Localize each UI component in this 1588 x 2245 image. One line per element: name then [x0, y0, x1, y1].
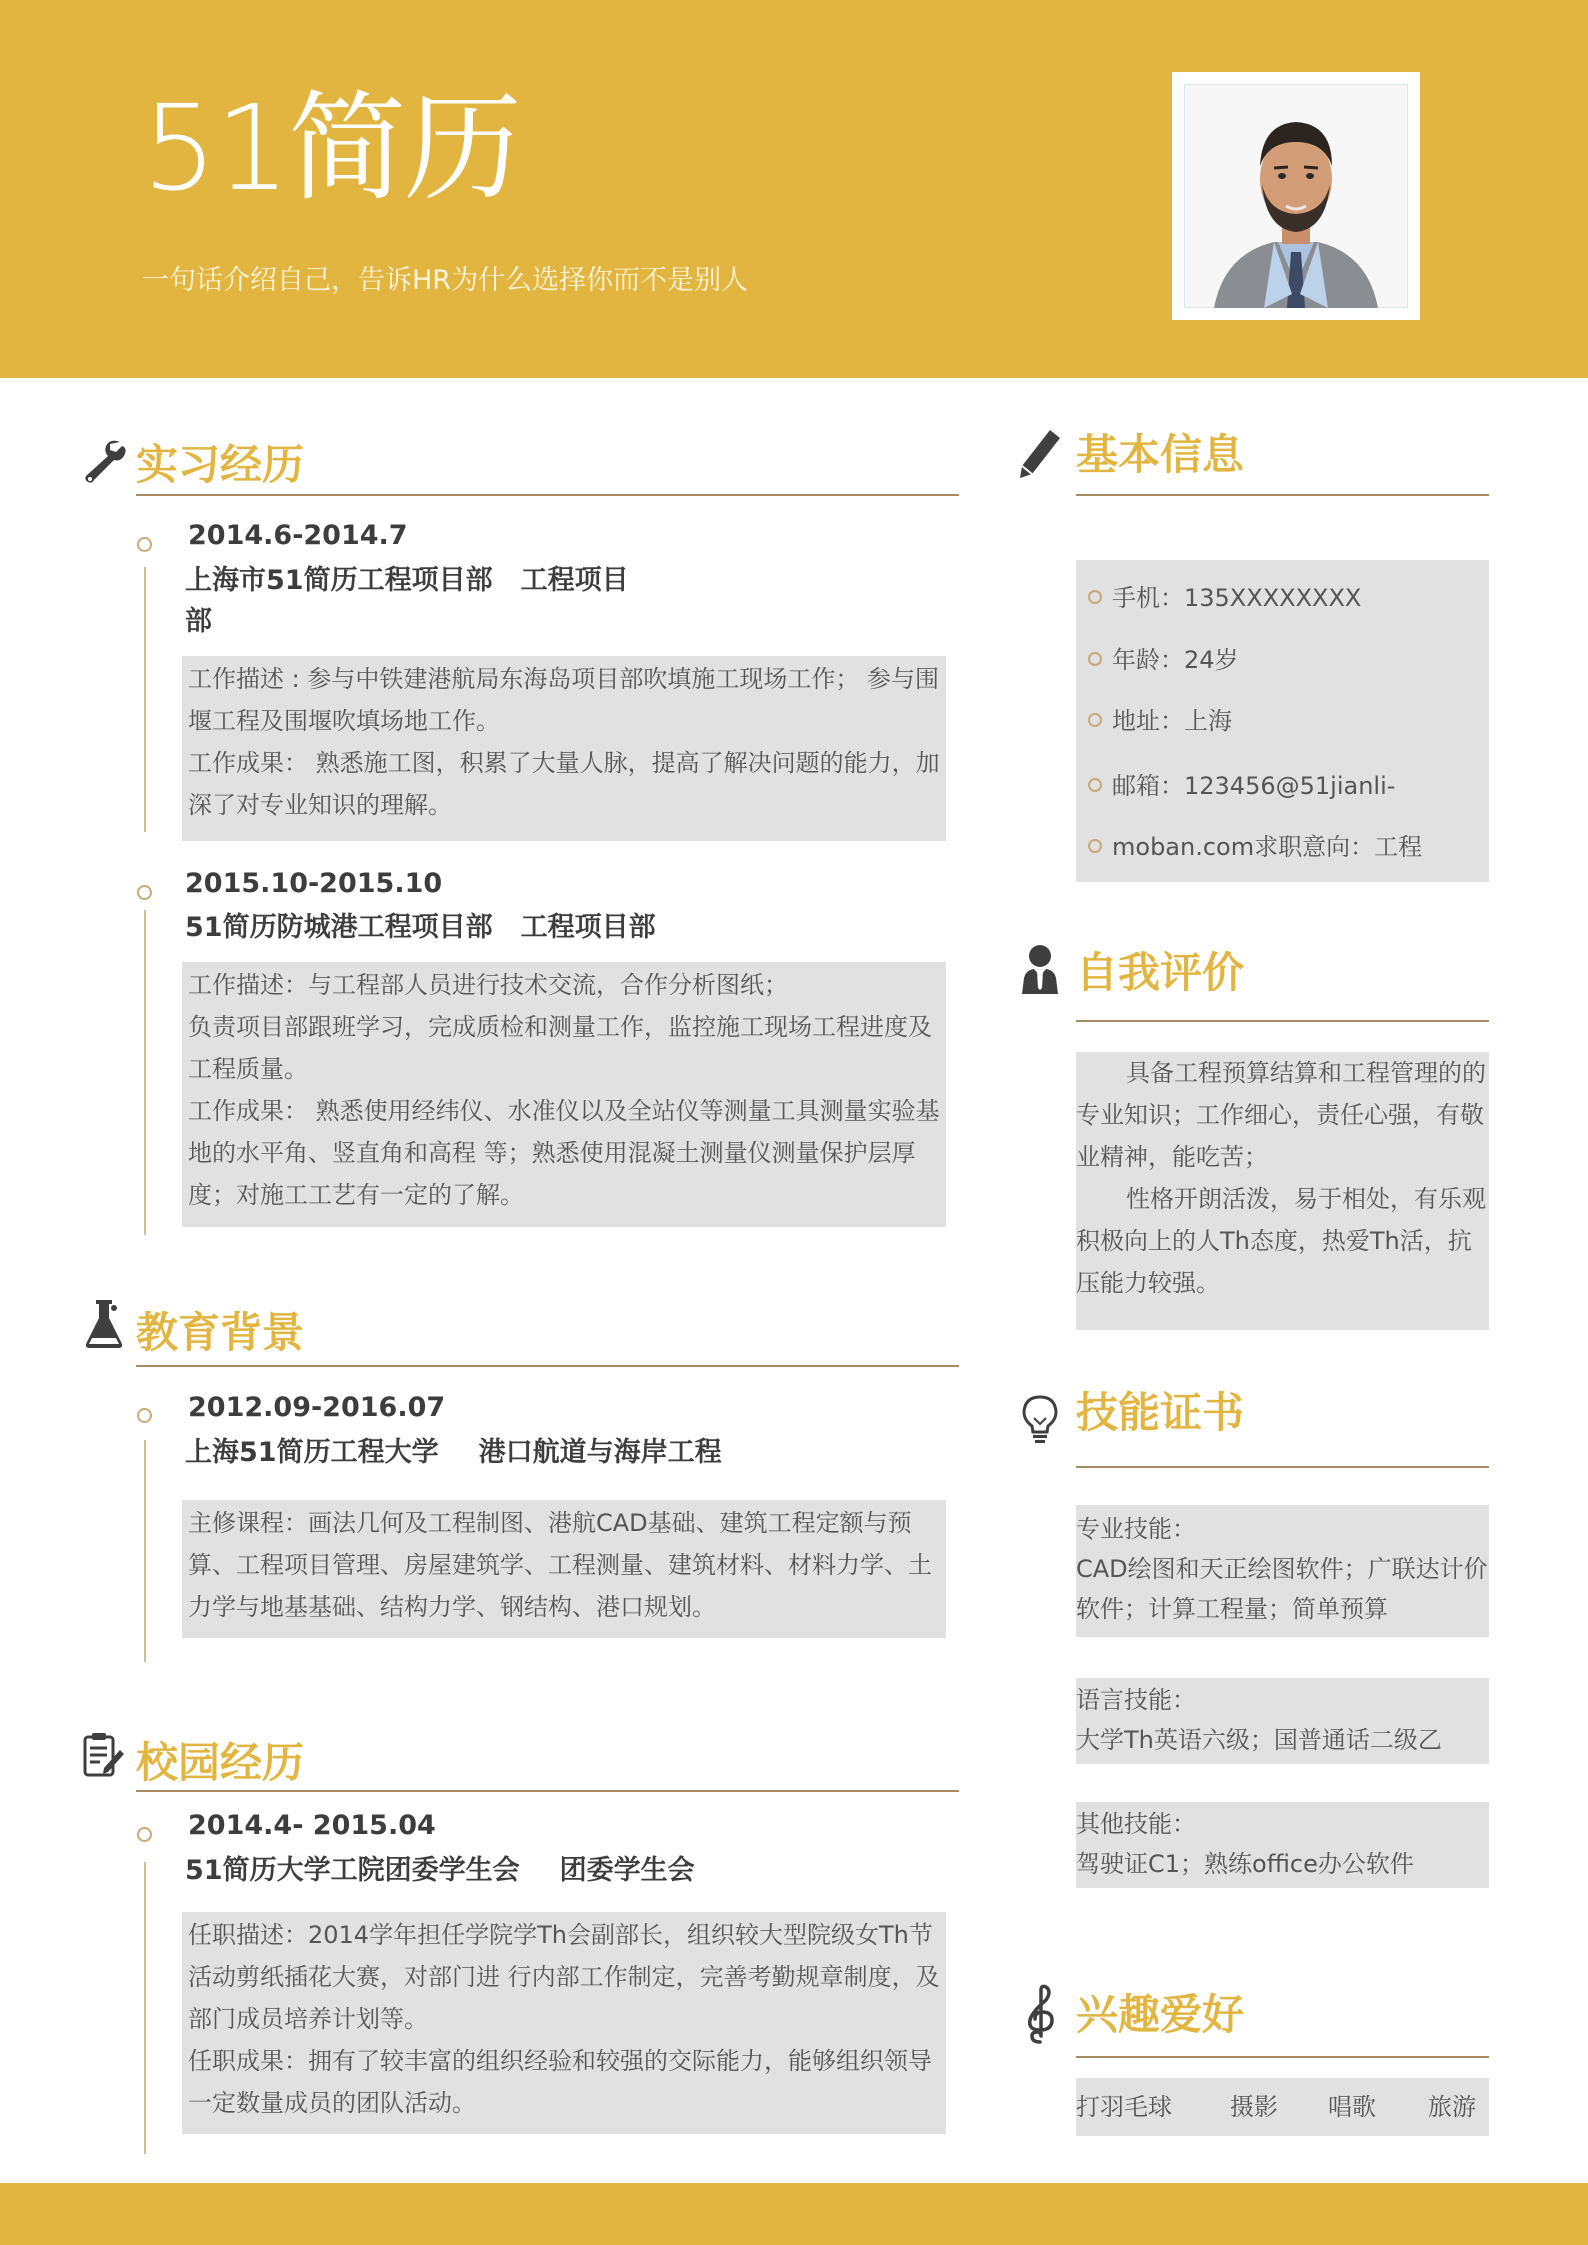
entry-org-name: 上海51简历工程大学 [185, 1437, 439, 1468]
description-line: 工作成果： 熟悉使用经纬仪、水准仪以及全站仪等测量工具测量实验基地的水平角、竖直角和高程 等；熟悉使用混凝土测量仪测量保护层厚度；对施工工艺有一定的了解。 [188, 1097, 940, 1209]
entry-date: 2012.09-2016.07 [188, 1392, 446, 1423]
section-rule [1076, 2056, 1489, 2058]
treble-clef-icon [1022, 1984, 1058, 2048]
pencil-icon [1018, 428, 1062, 484]
section-rule [1076, 1020, 1489, 1022]
lightbulb-icon [1020, 1394, 1060, 1450]
entry-description [182, 962, 946, 1227]
entry-date: 2014.6-2014.7 [188, 520, 408, 551]
person-icon [1020, 944, 1060, 998]
info-objective: moban.com求职意向：工程 [1088, 827, 1422, 862]
entry-role: 工程项目 [520, 565, 629, 596]
entry-date: 2015.10-2015.10 [185, 868, 443, 899]
resume-name: 51简历 [142, 79, 521, 217]
skill-text: 驾驶证C1；熟练office办公软件 [1076, 1850, 1414, 1878]
footer-band [0, 2183, 1588, 2245]
section-rule [1076, 1466, 1489, 1468]
section-education [136, 1300, 959, 1370]
section-rule [136, 1365, 959, 1367]
entry-role: 工程项目部 [520, 912, 656, 943]
section-title-internship: 实习经历 [136, 440, 305, 489]
section-title-basic-info: 基本信息 [1076, 430, 1245, 479]
entry-org [185, 1850, 905, 1891]
section-campus [136, 1730, 959, 1800]
bullet-dot [1088, 778, 1102, 792]
resume-tagline: 一句话介绍自己，告诉HR为什么选择你而不是别人 [142, 265, 749, 296]
bullet-dot [1088, 713, 1102, 727]
section-title-self-eval: 自我评价 [1076, 948, 1245, 997]
timeline-dot [137, 885, 152, 900]
section-title-hobbies: 兴趣爱好 [1076, 1990, 1245, 2039]
header-banner [0, 0, 1588, 378]
entry-org-name: 51简历大学工院团委学生会 [185, 1855, 520, 1886]
section-title-education: 教育背景 [136, 1308, 305, 1357]
notepad-pen-icon [82, 1732, 126, 1784]
skill-label: 专业技能： [1076, 1515, 1196, 1543]
skill-group [1076, 1802, 1489, 1888]
entry-org-name: 上海市51简历工程项目部 [185, 565, 493, 596]
skill-group [1076, 1505, 1489, 1637]
description-line: 工作描述 : 参与中铁建港航局东海岛项目部吹填施工现场工作； 参与围堰工程及围堰吹填场地工作。 [188, 665, 939, 735]
section-rule [1076, 494, 1489, 496]
hobby-item: 打羽毛球 [1076, 2093, 1172, 2121]
skill-text: 大学Th英语六级；国普通话二级乙 [1076, 1726, 1442, 1754]
section-hobbies [1076, 1982, 1489, 2052]
section-self-eval [1076, 940, 1489, 1010]
info-email: 邮箱：123456@51jianli- [1088, 766, 1395, 801]
timeline-line [144, 1862, 146, 2154]
skill-group [1076, 1678, 1489, 1764]
entry-role: 团委学生会 [559, 1855, 695, 1886]
self-eval-text [1076, 1052, 1489, 1330]
description-line: 任职描述：2014学年担任学院学Th会副部长，组织较大型院级女Th节活动剪纸插花大赛，对部门进 行内部工作制定，完善考勤规章制度，及部门成员培养计划等。 [188, 1921, 940, 2033]
skill-text: CAD绘图和天正绘图软件；广联达计价软件；计算工程量；简单预算 [1076, 1555, 1488, 1623]
profile-photo [1172, 72, 1420, 320]
section-internship [136, 432, 959, 502]
section-title-skills: 技能证书 [1076, 1388, 1245, 1437]
info-phone: 手机：135XXXXXXXX [1088, 578, 1361, 613]
entry-role: 港口航道与海岸工程 [478, 1437, 722, 1468]
hobby-item: 摄影 [1230, 2093, 1278, 2121]
self-eval-paragraph: 性格开朗活泼，易于相处，有乐观积极向上的人Th态度，热爱Th活，抗压能力较强。 [1076, 1185, 1486, 1297]
timeline-dot [137, 1408, 152, 1423]
hobby-list [1076, 2078, 1489, 2136]
info-age: 年龄：24岁 [1088, 640, 1239, 675]
skill-label: 其他技能： [1076, 1810, 1196, 1838]
entry-org [185, 907, 905, 948]
description-line: 主修课程：画法几何及工程制图、港航CAD基础、建筑工程定额与预算、工程项目管理、房屋建筑学、工程测量、建筑材料、材料力学、土力学与地基基础、结构力学、钢结构、港口规划。 [188, 1509, 932, 1621]
entry-description [182, 656, 946, 841]
description-line: 工作成果： 熟悉施工图，积累了大量人脉，提高了解决问题的能力，加深了对专业知识的理解。 [188, 749, 940, 819]
timeline-dot [137, 537, 152, 552]
self-eval-paragraph: 具备工程预算结算和工程管理的的专业知识；工作细心，责任心强，有敬业精神，能吃苦； [1076, 1059, 1486, 1171]
skill-label: 语言技能： [1076, 1686, 1196, 1714]
bullet-dot [1088, 839, 1102, 853]
section-rule [136, 1790, 959, 1792]
basic-info-list [1076, 560, 1489, 882]
description-line: 负责项目部跟班学习，完成质检和测量工作，监控施工现场工程进度及工程质量。 [188, 1013, 932, 1083]
entry-description [182, 1912, 946, 2134]
timeline-dot [137, 1827, 152, 1842]
timeline-line [144, 567, 146, 832]
description-line: 任职成果：拥有了较丰富的组织经验和较强的交际能力，能够组织领导一定数量成员的团队活动。 [188, 2047, 932, 2117]
entry-date: 2014.4- 2015.04 [188, 1810, 436, 1841]
section-title-campus: 校园经历 [136, 1738, 305, 1787]
bullet-dot [1088, 652, 1102, 666]
avatar-portrait [1184, 84, 1408, 308]
hobby-item: 唱歌 [1328, 2093, 1376, 2121]
info-address: 地址：上海 [1088, 701, 1232, 736]
entry-org-name-cont: 部 [185, 606, 212, 637]
section-basic-info [1076, 422, 1489, 492]
section-rule [136, 494, 959, 496]
wrench-icon [80, 436, 128, 490]
entry-description [182, 1500, 946, 1638]
timeline-line [144, 1440, 146, 1662]
section-skills [1076, 1380, 1489, 1450]
bullet-dot [1088, 590, 1102, 604]
entry-org [185, 560, 705, 642]
timeline-line [144, 910, 146, 1235]
entry-org [185, 1432, 905, 1473]
flask-icon [84, 1298, 124, 1354]
hobby-item: 旅游 [1428, 2093, 1476, 2121]
entry-org-name: 51简历防城港工程项目部 [185, 912, 493, 943]
description-line: 工作描述：与工程部人员进行技术交流，合作分析图纸； [188, 971, 788, 999]
